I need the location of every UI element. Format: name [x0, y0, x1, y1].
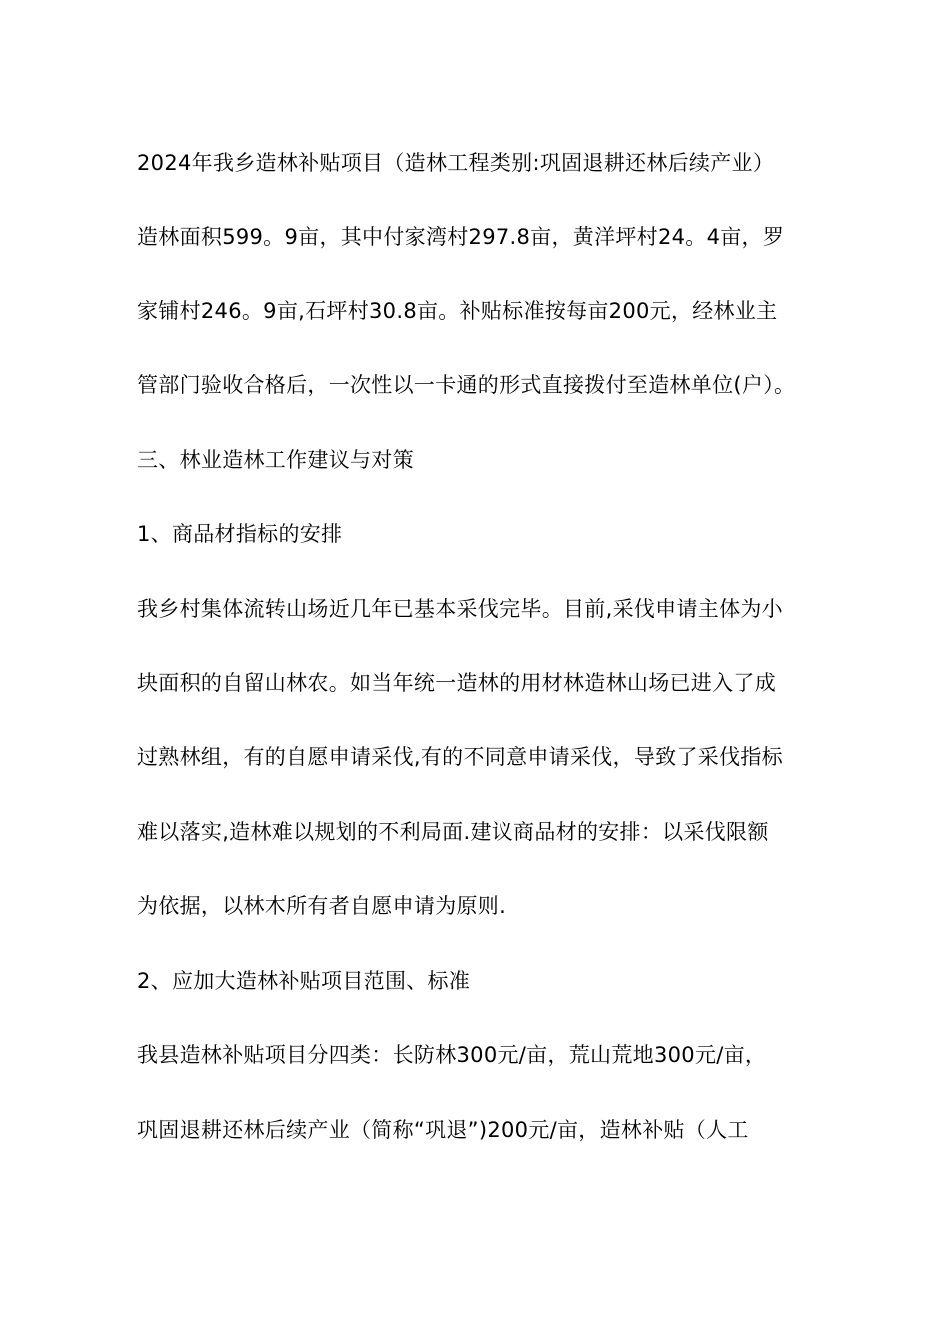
- text-line: 巩固退耕还林后续产业（简称“巩退”)200元/亩，造林补贴（人工: [137, 1118, 749, 1142]
- text-line: 2024年我乡造林补贴项目（造林工程类别:巩固退耕还林后续产业）: [137, 151, 775, 175]
- text-line: 为依据，以林木所有者自愿申请为原则.: [137, 894, 507, 918]
- text-line: 块面积的自留山林农。如当年统一造林的用材林造林山场已进入了成: [137, 671, 776, 695]
- text-line: 过熟林组，有的自愿申请采伐,有的不同意申请采伐，导致了采伐指标: [137, 745, 783, 769]
- subsection-heading: 2、应加大造林补贴项目范围、标准: [137, 969, 471, 993]
- subsection-heading: 1、商品材指标的安排: [137, 522, 343, 546]
- text-line: 我乡村集体流转山场近几年已基本采伐完毕。目前,采伐申请主体为小: [137, 597, 783, 621]
- section-heading: 三、林业造林工作建议与对策: [137, 448, 414, 472]
- text-line: 难以落实,造林难以规划的不利局面.建议商品材的安排：以采伐限额: [137, 820, 769, 844]
- text-line: 管部门验收合格后，一次性以一卡通的形式直接拨付至造林单位(户）。: [137, 373, 796, 397]
- text-line: 家铺村246。9亩,石坪村30.8亩。补贴标准按每亩200元，经林业主: [137, 299, 778, 323]
- text-line: 我县造林补贴项目分四类：长防林300元/亩，荒山荒地300元/亩，: [137, 1043, 767, 1067]
- text-line: 造林面积599。9亩，其中付家湾村297.8亩，黄洋坪村24。4亩，罗: [137, 225, 785, 249]
